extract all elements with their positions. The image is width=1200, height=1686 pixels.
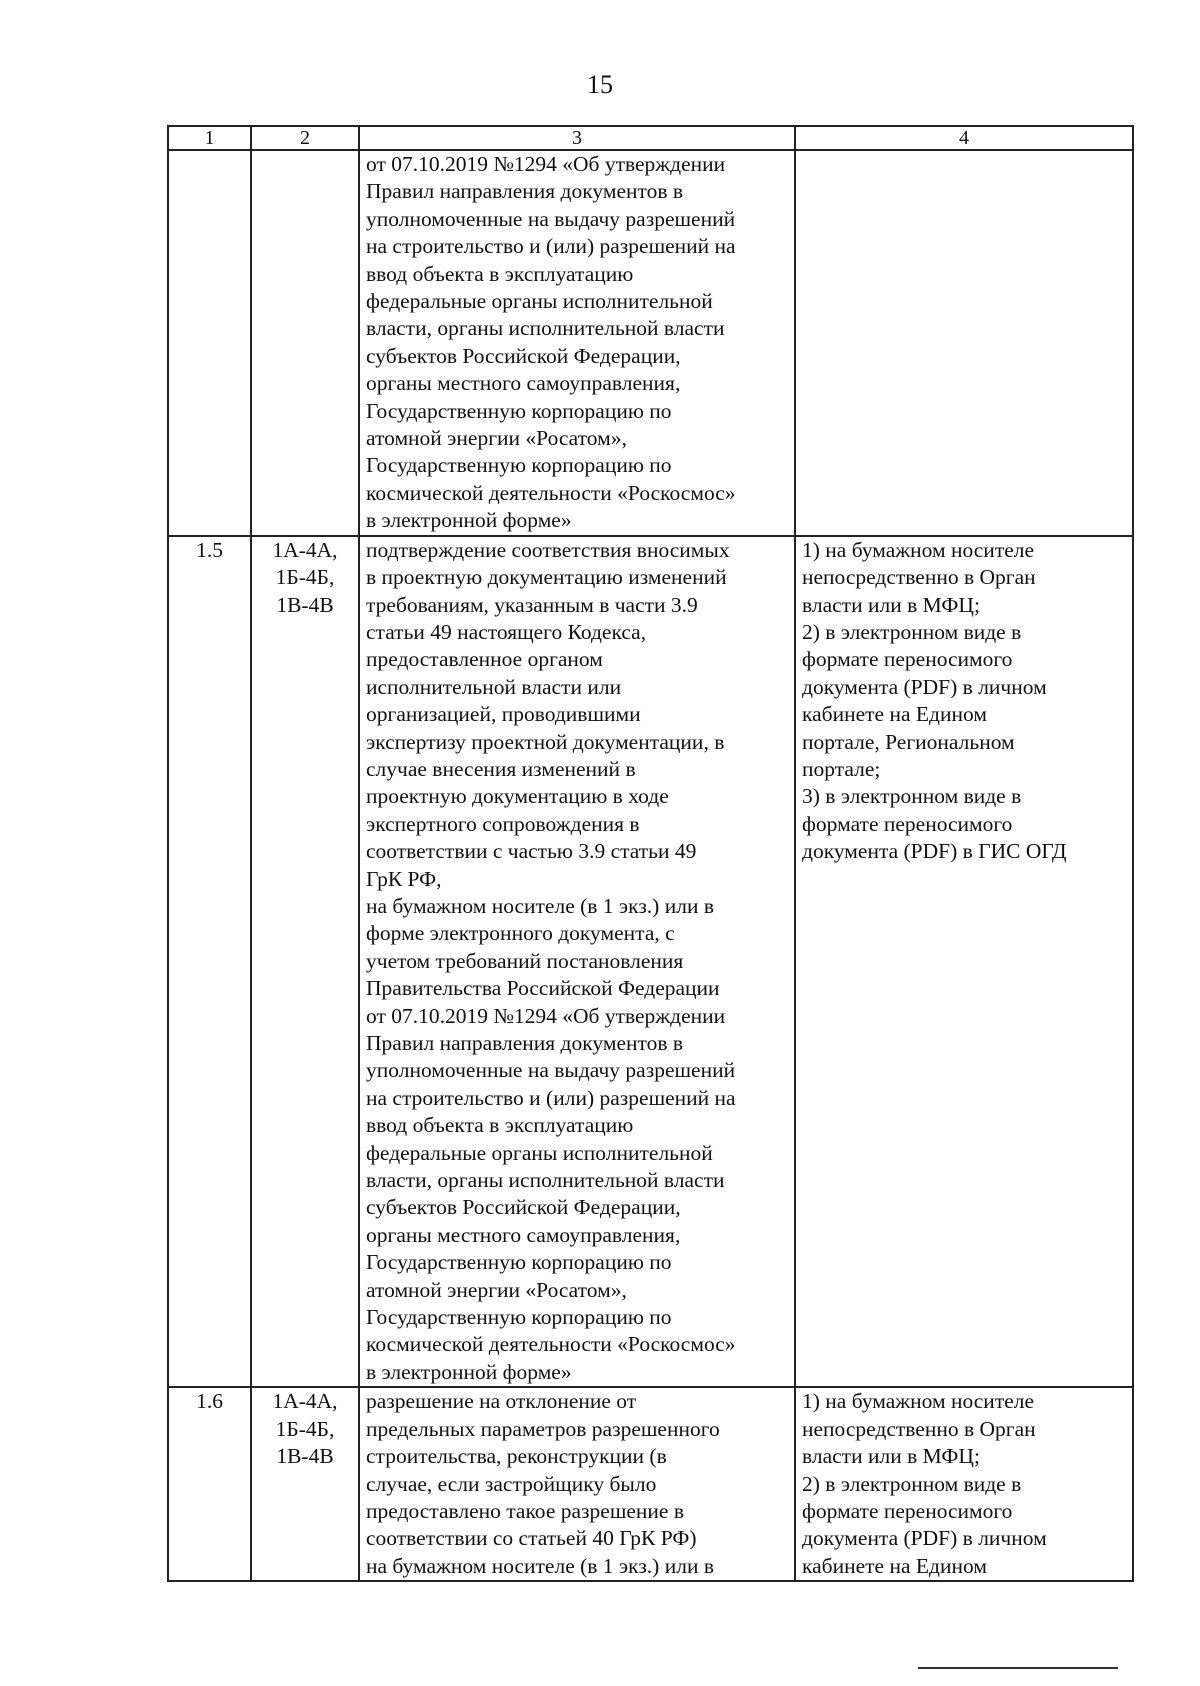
- description-line: уполномоченные на выдачу разрешений: [366, 1058, 736, 1083]
- description-line: субъектов Российской Федерации,: [366, 1195, 681, 1220]
- method-line: портале;: [802, 756, 881, 781]
- document-description: [359, 536, 795, 1388]
- description-line: федеральные органы исполнительной: [366, 1140, 713, 1165]
- column-header-4: 4: [795, 126, 1133, 150]
- method-line: формате переносимого: [802, 1498, 1013, 1523]
- row-number: 1.6: [168, 1387, 251, 1581]
- description-line: органы местного самоуправления,: [366, 371, 681, 396]
- delivery-method: [795, 150, 1133, 536]
- description-line: на бумажном носителе (в 1 экз.) или в: [366, 893, 714, 918]
- method-line: документа (PDF) в личном: [802, 1526, 1047, 1551]
- code-line: 1В-4В: [276, 592, 334, 617]
- description-line: Государственную корпорацию по: [366, 398, 672, 423]
- description-line: экспертизу проектной документации, в: [366, 729, 725, 754]
- description-line: власти, органы исполнительной власти: [366, 1168, 725, 1193]
- description-line: Государственную корпорацию по: [366, 1250, 672, 1275]
- description-line: статьи 49 настоящего Кодекса,: [366, 619, 647, 644]
- method-line: власти или в МФЦ;: [802, 1444, 980, 1469]
- description-line: Правительства Российской Федерации: [366, 976, 720, 1001]
- method-line: формате переносимого: [802, 811, 1013, 836]
- description-line: предоставленное органом: [366, 647, 603, 672]
- description-line: от 07.10.2019 №1294 «Об утверждении: [366, 152, 726, 176]
- description-line: экспертного сопровождения в: [366, 811, 640, 836]
- description-line: ввод объекта в эксплуатацию: [366, 1113, 634, 1138]
- table-header-row: [168, 126, 1133, 150]
- applicant-codes: [251, 1387, 359, 1581]
- description-line: Государственную корпорацию по: [366, 1305, 672, 1330]
- description-line: предоставлено такое разрешение в: [366, 1498, 684, 1523]
- row-number: [168, 150, 251, 536]
- method-line: 2) в электронном виде в: [802, 1471, 1022, 1496]
- description-line: власти, органы исполнительной власти: [366, 316, 725, 341]
- description-line: уполномоченные на выдачу разрешений: [366, 206, 736, 231]
- description-line: атомной энергии «Росатом»,: [366, 426, 627, 451]
- method-line: портале, Региональном: [802, 729, 1015, 754]
- column-header-2: 2: [251, 126, 359, 150]
- description-line: в проектную документацию изменений: [366, 565, 727, 590]
- description-line: Государственную корпорацию по: [366, 453, 672, 478]
- description-line: от 07.10.2019 №1294 «Об утверждении: [366, 1003, 726, 1028]
- description-line: на строительство и (или) разрешений на: [366, 1085, 736, 1110]
- applicant-codes: [251, 536, 359, 1388]
- description-line: подтверждение соответствия вносимых: [366, 537, 730, 562]
- table-row: [168, 150, 1133, 536]
- description-line: Правил направления документов в: [366, 1031, 684, 1055]
- description-line: требованиям, указанным в части 3.9: [366, 592, 698, 617]
- code-line: 1А-4А,: [272, 1389, 338, 1414]
- document-table: [167, 125, 1134, 1582]
- description-line: соответствии со статьей 40 ГрК РФ): [366, 1526, 697, 1551]
- description-line: на бумажном носителе (в 1 экз.) или в: [366, 1553, 714, 1578]
- description-line: организацией, проводившими: [366, 702, 641, 727]
- description-line: исполнительной власти или: [366, 674, 622, 699]
- method-line: кабинете на Едином: [802, 1553, 987, 1578]
- row-number: 1.5: [168, 536, 251, 1388]
- description-line: случае внесения изменений в: [366, 756, 636, 781]
- description-line: органы местного самоуправления,: [366, 1222, 681, 1247]
- method-line: 1) на бумажном носителе: [802, 1389, 1035, 1414]
- method-line: документа (PDF) в ГИС ОГД: [802, 839, 1067, 864]
- description-line: разрешение на отклонение от: [366, 1389, 637, 1414]
- description-line: на строительство и (или) разрешений на: [366, 234, 736, 259]
- column-header-1: 1: [168, 126, 251, 150]
- footer-rule: [918, 1667, 1118, 1669]
- method-line: формате переносимого: [802, 647, 1013, 672]
- code-line: 1В-4В: [276, 1444, 334, 1469]
- table-row: [168, 1387, 1133, 1581]
- description-line: федеральные органы исполнительной: [366, 289, 713, 314]
- description-line: строительства, реконструкции (в: [366, 1444, 667, 1469]
- page-number: 15: [587, 70, 613, 99]
- method-line: кабинете на Едином: [802, 702, 987, 727]
- description-line: космической деятельности «Роскосмос»: [366, 480, 736, 505]
- applicant-codes: [251, 150, 359, 536]
- description-line: форме электронного документа, с: [366, 921, 675, 946]
- description-line: субъектов Российской Федерации,: [366, 343, 681, 368]
- description-line: в электронной форме»: [366, 1359, 572, 1384]
- code-line: 1Б-4Б,: [275, 1416, 335, 1441]
- description-line: космической деятельности «Роскосмос»: [366, 1332, 736, 1357]
- table-row: [168, 536, 1133, 1388]
- document-description: [359, 150, 795, 536]
- code-line: 1А-4А,: [272, 537, 338, 562]
- description-line: предельных параметров разрешенного: [366, 1416, 720, 1441]
- description-line: ГрК РФ,: [366, 866, 442, 891]
- document-description: [359, 1387, 795, 1581]
- method-line: 1) на бумажном носителе: [802, 537, 1035, 562]
- method-line: 2) в электронном виде в: [802, 619, 1022, 644]
- description-line: случае, если застройщику было: [366, 1471, 657, 1496]
- table-body: [168, 150, 1133, 1581]
- description-line: соответствии с частью 3.9 статьи 49: [366, 839, 697, 864]
- delivery-method: [795, 536, 1133, 1388]
- description-line: в электронной форме»: [366, 508, 572, 533]
- description-line: учетом требований постановления: [366, 948, 684, 973]
- description-line: Правил направления документов в: [366, 179, 684, 204]
- description-line: ввод объекта в эксплуатацию: [366, 261, 634, 286]
- description-line: проектную документацию в ходе: [366, 784, 669, 809]
- description-line: атомной энергии «Росатом»,: [366, 1277, 627, 1302]
- method-line: 3) в электронном виде в: [802, 784, 1022, 809]
- method-line: власти или в МФЦ;: [802, 592, 980, 617]
- column-header-3: 3: [359, 126, 795, 150]
- method-line: документа (PDF) в личном: [802, 674, 1047, 699]
- delivery-method: [795, 1387, 1133, 1581]
- method-line: непосредственно в Орган: [802, 565, 1036, 590]
- code-line: 1Б-4Б,: [275, 565, 335, 590]
- method-line: непосредственно в Орган: [802, 1416, 1036, 1441]
